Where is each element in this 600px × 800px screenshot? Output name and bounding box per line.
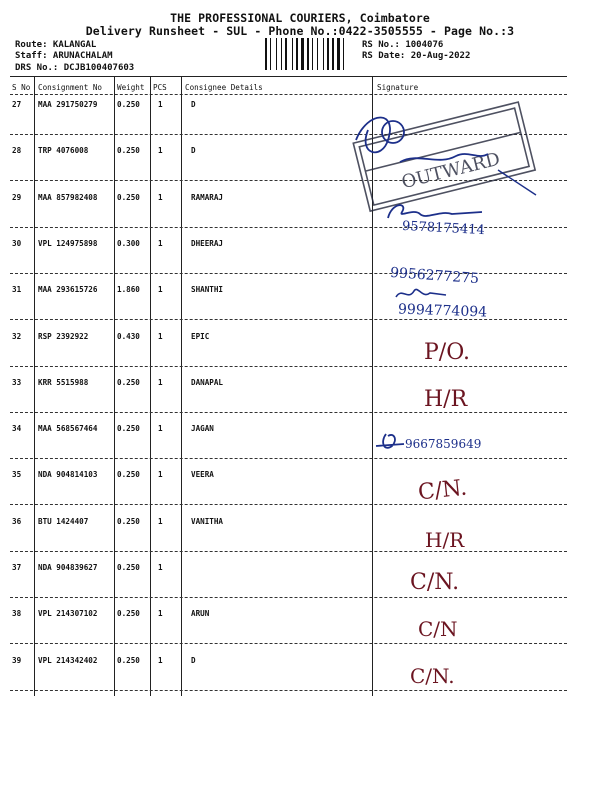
route-label: Route: KALANGAL [15,40,97,50]
col-consignee-header: Consignee Details [185,83,263,92]
row-divider [10,690,567,691]
row-weight: 0.250 [117,517,140,526]
row-weight: 0.250 [117,378,140,387]
col-consignment-header: Consignment No [38,83,103,92]
row-consignee: SHANTHI [191,285,224,294]
row-consignee: EPIC [191,332,210,341]
row-weight: 0.430 [117,332,140,341]
handwritten-phone: 9667859649 [405,437,482,451]
row-divider [10,643,567,644]
barcode-bar [270,38,271,70]
delivery-mark: P/O. [424,340,470,365]
row-consignment: MAA 293615726 [38,285,98,294]
col-sno-header: S No [12,83,31,92]
row-weight: 1.860 [117,285,140,294]
row-weight: 0.250 [117,656,140,665]
row-weight: 0.250 [117,100,140,109]
row-sno: 31 [12,285,22,294]
row-sno: 35 [12,470,22,479]
row-sno: 27 [12,100,22,109]
drs-number: DRS No.: DCJB100407603 [15,63,135,73]
row-consignment: MAA 857982408 [38,193,98,202]
row-consignment: TRP 4076008 [38,146,89,155]
barcode-bar [327,38,329,70]
row-consignee: DHEERAJ [191,239,224,248]
barcode-bar [281,38,282,70]
staff-label: Staff: ARUNACHALAM [15,51,113,61]
barcode-bar [337,38,340,70]
table-top-border [10,76,567,77]
row-consignment: VPL 124975898 [38,239,98,248]
barcode [265,38,355,70]
row-consignee: DANAPAL [191,378,224,387]
row-sno: 29 [12,193,22,202]
row-weight: 0.250 [117,470,140,479]
row-sno: 39 [12,656,22,665]
col-divider [114,76,115,696]
col-weight-header: Weight [117,83,145,92]
row-pcs: 1 [158,100,163,109]
row-sno: 34 [12,424,22,433]
row-pcs: 1 [158,378,163,387]
rs-date: RS Date: 20-Aug-2022 [362,51,471,61]
col-divider [181,76,182,696]
row-consignee: D [191,146,196,155]
row-weight: 0.250 [117,563,140,572]
rs-number: RS No.: 1004076 [362,40,444,50]
row-sno: 36 [12,517,22,526]
runsheet-title: Delivery Runsheet - SUL - Phone No.:0422-3505555 - Page No.:3 [85,24,515,38]
table-header-divider [10,94,567,95]
handwritten-phone: 9994774094 [397,301,488,321]
row-pcs: 1 [158,609,163,618]
row-consignment: MAA 568567464 [38,424,98,433]
row-pcs: 1 [158,193,163,202]
barcode-bar [265,38,267,70]
row-sno: 33 [12,378,22,387]
row-consignee: RAMARAJ [191,193,224,202]
delivery-mark: H/R [425,528,465,552]
row-pcs: 1 [158,332,163,341]
row-divider [10,273,567,274]
row-pcs: 1 [158,146,163,155]
row-pcs: 1 [158,424,163,433]
row-weight: 0.250 [117,193,140,202]
row-consignment: RSP 2392922 [38,332,89,341]
barcode-bar [343,38,344,70]
row-consignment: KRR 5515988 [38,378,89,387]
signature-scribble [372,428,408,454]
barcode-bar [296,38,298,70]
row-pcs: 1 [158,517,163,526]
delivery-mark: C/N. [416,475,469,506]
row-consignment: NDA 904814103 [38,470,98,479]
row-pcs: 1 [158,470,163,479]
barcode-bar [323,38,324,70]
row-consignment: VPL 214342402 [38,656,98,665]
row-weight: 0.300 [117,239,140,248]
barcode-bar [312,38,313,70]
delivery-mark: C/N. [410,570,460,595]
row-consignee: VEERA [191,470,214,479]
row-pcs: 1 [158,563,163,572]
row-divider [10,458,567,459]
row-consignee: VANITHA [191,517,224,526]
barcode-bar [317,38,318,70]
row-divider [10,551,567,552]
row-pcs: 1 [158,285,163,294]
row-divider [10,504,567,505]
col-divider [34,76,35,696]
barcode-bar [285,38,287,70]
row-consignment: MAA 291750279 [38,100,98,109]
row-weight: 0.250 [117,609,140,618]
row-consignee: D [191,656,196,665]
row-consignment: BTU 1424407 [38,517,89,526]
barcode-bar [301,38,304,70]
row-weight: 0.250 [117,424,140,433]
row-pcs: 1 [158,239,163,248]
col-pcs-header: PCS [153,83,167,92]
row-pcs: 1 [158,656,163,665]
row-sno: 38 [12,609,22,618]
row-divider [10,366,567,367]
row-consignment: NDA 904839627 [38,563,98,572]
barcode-bar [332,38,334,70]
row-sno: 28 [12,146,22,155]
row-sno: 37 [12,563,22,572]
row-sno: 32 [12,332,22,341]
row-weight: 0.250 [117,146,140,155]
row-divider [10,412,567,413]
row-consignee: ARUN [191,609,210,618]
handwritten-phone: 9956277275 [389,264,480,288]
handwritten-phone: 9578175414 [401,218,486,239]
delivery-mark: H/R [424,387,468,412]
signature-scribble [392,283,452,303]
row-sno: 30 [12,239,22,248]
barcode-bar [307,38,309,70]
col-signature-header: Signature [377,83,419,92]
delivery-mark: C/N. [410,664,455,688]
barcode-bar [292,38,293,70]
row-divider [10,597,567,598]
col-divider [150,76,151,696]
barcode-bar [276,38,277,70]
row-consignee: D [191,100,196,109]
row-consignee: JAGAN [191,424,214,433]
stamp-text: OUTWARD [399,148,503,194]
company-title: THE PROFESSIONAL COURIERS, Coimbatore [170,11,430,25]
row-consignment: VPL 214307102 [38,609,98,618]
delivery-mark: C/N [418,617,458,641]
